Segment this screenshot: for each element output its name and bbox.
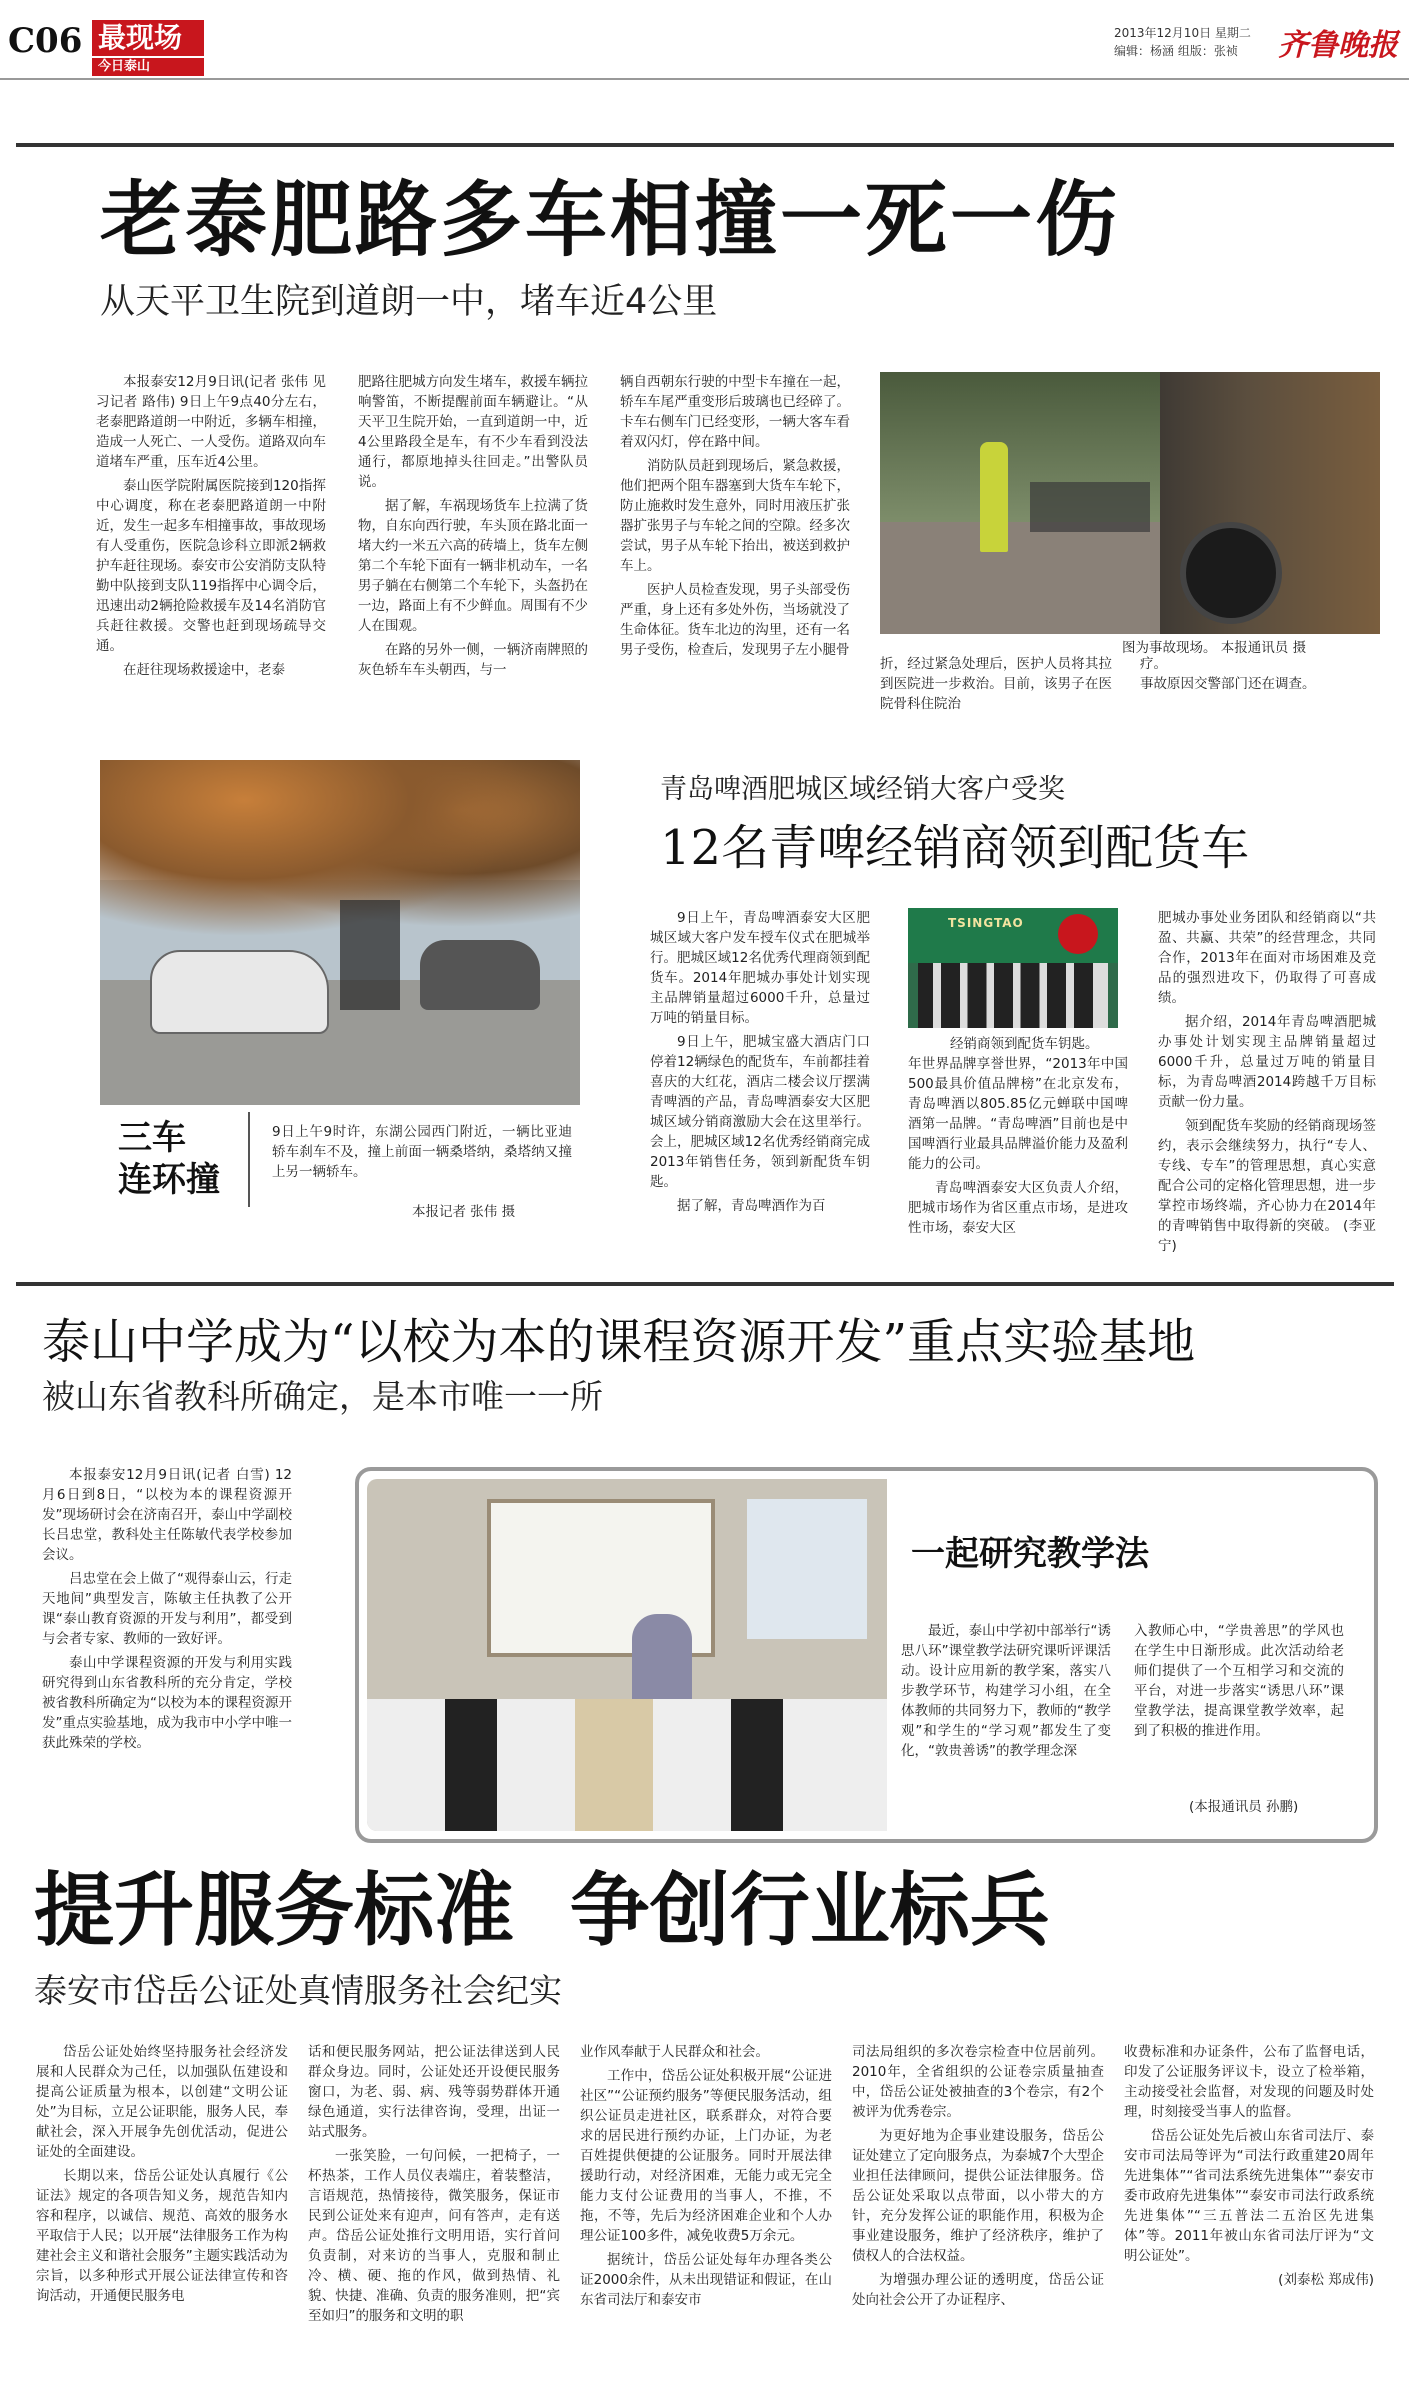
header-rule <box>0 78 1409 80</box>
paragraph: 岱岳公证处先后被山东省司法厅、泰安市司法局等评为“司法行政重建20周年先进集体”“省司法系统先进集体”“泰安市委市政府先进集体”“泰安市司法行政系统先进集体”“三五普法二五治区先进集体”等。2011年被山东省司法厅评为“文明公证处”。 <box>1124 2128 1374 2264</box>
page-code: C06 <box>8 20 88 62</box>
rescuer-figure <box>980 442 1008 552</box>
article4-col4 <box>852 2042 1104 2314</box>
article1-col1 <box>96 372 326 684</box>
top-rule <box>16 143 1394 147</box>
classroom-box <box>355 1467 1378 1843</box>
stage-banner: TSINGTAO <box>948 916 1024 930</box>
paragraph: 为增强办理公证的透明度，岱岳公证处向社会公开了办证程序、 <box>852 2272 1104 2308</box>
paragraph: 一张笑脸，一句问候，一把椅子，一杯热茶，工作人员仪表端庄，着装整洁，言语规范，热情接待，微笑服务，保证市民到公证处来有迎声，问有答声，走有送声。岱岳公证处推行文明用语，实行首问负责制，对来访的当事人，克服和制止冷、横、硬、拖的作风，做到热情、礼貌、快捷、准确、负责的服务准则，把“宾至如归”的服务和文明的职 <box>308 2148 560 2324</box>
article2-kicker: 青岛啤酒肥城区域经销大客户受奖 <box>660 774 1065 805</box>
accident-photo <box>880 372 1380 634</box>
paragraph: 司法局组织的多次卷宗检查中位居前列。2010年，全省组织的公证卷宗质量抽查中，岱岳公证处被抽查的3个卷宗，有2个被评为优秀卷宗。 <box>852 2044 1104 2120</box>
paragraph: 据了解，车祸现场货车上拉满了货物，自东向西行驶，车头顶在路北面一堵大约一米五六高的砖墙上，货车左侧第二个车轮下面有一辆非机动车，一名男子躺在右侧第二个车轮下，头盔扔在一边，路面上有不少鲜血。周围有不少人在围观。 <box>358 498 588 634</box>
article2-headline: 12名青啤经销商领到配货车 <box>660 820 1250 876</box>
article1-col4: 折，经过紧急处理后，医护人员将其拉到医院进一步救治。目前，该男子在医院骨科住院治 <box>880 656 1112 712</box>
box-title: 一起研究教学法 <box>911 1534 1149 1574</box>
paragraph: 收费标准和办证条件，公布了监督电话，印发了公证服务评议卡，设立了检举箱，主动接受社会监督，对发现的问题及时处理，时刻接受当事人的监督。 <box>1124 2044 1374 2120</box>
paragraph: 消防队员赶到现场后，紧急救援，他们把两个阻车器塞到大货车车轮下，防止施救时发生意外，同时用液压扩张器扩张男子与车轮之间的空隙。经多次尝试，男子从车轮下抬出，被送到救护车上。 <box>620 458 850 574</box>
paragraph: 业作风奉献于人民群众和社会。 <box>580 2044 769 2060</box>
paragraph: 为更好地为企事业建设服务，岱岳公证处建立了定向服务点，为泰城7个大型企业担任法律顾问，提供公证法律服务。岱岳公证处采取以点带面，以小带大的方针，充分发挥公证的职能作用，积极为企事业建设服务，维护了经济秩序，维护了债权人的合法权益。 <box>852 2128 1104 2264</box>
article4-col3 <box>580 2042 832 2314</box>
article1-subhead: 从天平卫生院到道朗一中，堵车近4公里 <box>100 282 718 322</box>
crash-credit: 本报记者 张伟 摄 <box>412 1204 516 1220</box>
section-title: 最现场 <box>98 21 183 54</box>
article4-headline: 提升服务标准 争创行业标兵 <box>34 1863 1050 1957</box>
box-col2: 入教师心中，“学贵善思”的学风也在学生中日渐形成。此次活动给老师们提供了一个互相学习和交流的平台，对进一步落实“诱思八环”课堂教学法，提高课堂教学效率，起到了积极的推进作用。 <box>1134 1623 1344 1739</box>
red-emblem <box>1058 914 1098 954</box>
classroom-photo <box>367 1479 887 1831</box>
crowd <box>1030 482 1150 532</box>
dark-car <box>420 940 540 1010</box>
crash-photo <box>100 760 580 1105</box>
editor-line: 编辑：杨涵 组版：张祯 <box>1114 44 1238 58</box>
article1-col3 <box>620 372 850 664</box>
paragraph: 据介绍，2014年青岛啤酒肥城办事处计划实现主品牌销量超过6000千升，总量过万吨的销量目标，为青岛啤酒2014跨越千万目标贡献一份力量。 <box>1158 1014 1376 1110</box>
paper-logo: 齐鲁晚报 <box>1278 28 1398 63</box>
paragraph: 泰山中学课程资源的开发与利用实践研究得到山东省教科所的充分肯定，学校被省教科所确定为“以校为本的课程资源开发”重点实验基地，成为我市中小学中唯一获此殊荣的学校。 <box>42 1655 292 1751</box>
article3-headline: 泰山中学成为“以校为本的课程资源开发”重点实验基地 <box>42 1314 1196 1370</box>
article4-subhead: 泰安市岱岳公证处真情服务社会纪实 <box>34 1971 562 2010</box>
truck-wheel <box>1180 522 1282 624</box>
box-credit: (本报通讯员 孙鹏) <box>1189 1799 1299 1815</box>
beer-photo <box>908 908 1118 1028</box>
crash-title-line1: 三车 <box>118 1118 186 1158</box>
article2-col2 <box>908 1054 1128 1242</box>
paragraph: 据了解，青岛啤酒作为百 <box>677 1198 826 1214</box>
crash-caption: 9日上午9时许，东湖公园西门附近，一辆比亚迪轿车刹车不及，撞上前面一辆桑塔纳，桑塔纳又撞上另一辆轿车。 <box>272 1124 572 1180</box>
row-of-people <box>918 963 1108 1028</box>
article4-col1 <box>36 2042 288 2310</box>
paragraph: 领到配货车奖励的经销商现场签约，表示会继续努力，执行“专人、专线、专车”的管理思想，真心实意配合公司的定格化管理思想，进一步掌控市场终端，齐心协力在2014年的青啤销售中取得新的突破。 (李亚宁) <box>1158 1118 1376 1254</box>
paragraph: 本报泰安12月9日讯(记者 张伟 见习记者 路伟) 9日上午9点40分左右，老泰肥路道朗一中附近，多辆车相撞，造成一人死亡、一人受伤。道路双向车道堵车严重，压车近4公里。 <box>96 374 326 470</box>
paragraph: 辆自西朝东行驶的中型卡车撞在一起，轿车车尾严重变形后玻璃也已经碎了。卡车右侧车门已经变形，一辆大客车看着双闪灯，停在路中间。 <box>620 374 850 450</box>
article3-subhead: 被山东省教科所确定，是本市唯一一所 <box>42 1377 603 1416</box>
article3-col1 <box>42 1465 292 1757</box>
paragraph: 医护人员检查发现，男子头部受伤严重，身上还有多处外伤，当场就没了生命体征。货车北边的沟里，还有一名男子受伤，检查后，发现男子左小腿骨 <box>620 582 850 658</box>
article1-col2 <box>358 372 588 684</box>
paragraph: 年世界品牌享誉世界，“2013年中国500最具价值品牌榜”在北京发布，青岛啤酒以805.85亿元蝉联中国啤酒第一品牌。“青岛啤酒”目前也是中国啤酒行业最具品牌溢价能力及盈利能力的公司。 <box>908 1056 1128 1172</box>
page-header <box>0 0 1409 80</box>
article1-headline: 老泰肥路多车相撞一死一伤 <box>100 172 1121 268</box>
paragraph: 本报泰安12月9日讯(记者 白雪) 12月6日到8日，“以校为本的课程资源开发”现场研讨会在济南召开，泰山中学副校长吕忠堂，教科处主任陈敏代表学校参加会议。 <box>42 1467 292 1563</box>
paragraph: 长期以来，岱岳公证处认真履行《公证法》规定的各项告知义务，规范告知内容和程序，以诚信、规范、高效的服务水平取信于人民；以开展“法律服务工作为构建社会主义和谐社会服务”主题实践活动为宗旨，以多种形式开展公证法律宣传和咨询活动，开通便民服务电 <box>36 2168 288 2304</box>
article4-col5 <box>1124 2042 1374 2294</box>
students <box>367 1699 887 1831</box>
white-car <box>150 950 329 1034</box>
paragraph: 泰山医学院附属医院接到120指挥中心调度，称在老泰肥路道朗一中附近，发生一起多车相撞事故，事故现场有人受重伤，医院急诊科立即派2辆救护车赶往现场。泰安市公安消防支队特勤中队接到支队119指挥中心调令后，迅速出动2辆抢险救援车及14名消防官兵赶往救援。交警也赶到现场疏导交通。 <box>96 478 326 654</box>
beer-photo-caption: 经销商领到配货车钥匙。 <box>950 1036 1099 1052</box>
paragraph: 吕忠堂在会上做了“观得泰山云，行走天地间”典型发言，陈敏主任执教了公开课“泰山教育资源的开发与利用”，都受到与会者专家、教师的一致好评。 <box>42 1571 292 1647</box>
article2-col1 <box>650 908 870 1220</box>
subsection-title: 今日泰山 <box>98 59 151 74</box>
box-col1: 最近，泰山中学初中部举行“诱思八环”课堂教学法研究课听评课活动。设计应用新的教学案，落实八步教学环节，构建学习小组，在全体教师的共同努力下，教师的“教学观”和学生的“学习观”都发生了变化，“敦贵善诱”的教学理念深 <box>901 1623 1111 1759</box>
people <box>340 900 400 1010</box>
article2-col3 <box>1158 908 1376 1260</box>
paragraph: 9日上午，肥城宝盛大酒店门口停着12辆绿色的配货车，车前都挂着喜庆的大红花，酒店二楼会议厅摆满青啤酒的产品，青岛啤酒泰安大区肥城区域分销商激励大会在这里举行。会上，肥城区域12名优秀经销商完成2013年销售任务，领到新配货车钥匙。 <box>650 1034 870 1190</box>
date-line: 2013年12月10日 星期二 <box>1114 26 1251 40</box>
paragraph: 岱岳公证处始终坚持服务社会经济发展和人民群众为己任，以加强队伍建设和提高公证质量为根本，以创建“文明公证处”为目标，立足公证职能，服务人民，奉献社会，深入开展争先创优活动，促进公证处的全面建设。 <box>36 2044 288 2160</box>
article1-photo-caption: 图为事故现场。 本报通讯员 摄 <box>1122 640 1307 656</box>
crash-title-line2: 连环撞 <box>118 1160 220 1200</box>
screen <box>747 1499 867 1639</box>
paragraph: 工作中，岱岳公证处积极开展“公证进社区”“公证预约服务”等便民服务活动，组织公证员走进社区，联系群众，对符合要求的居民进行预约办证，上门办证，为老百姓提供便捷的公证服务。同时开展法律援助行动，对经济困难，无能力或无完全能力支付公证费用的当事人，不推，不拖，不等，先后为经济困难企业和个人办理公证100多件，减免收费5万余元。 <box>580 2068 832 2244</box>
paragraph: 在赶往现场救援途中，老泰 <box>123 662 285 678</box>
paragraph: 青岛啤酒泰安大区负责人介绍，肥城市场作为省区重点市场，是进攻性市场，泰安大区 <box>908 1180 1128 1236</box>
paragraph: 据统计，岱岳公证处每年办理各类公证2000余件，从未出现错证和假证，在山东省司法厅和泰安市 <box>580 2252 832 2308</box>
paragraph: 肥路往肥城方向发生堵车，救援车辆拉响警笛，不断提醒前面车辆避让。“从天平卫生院开始，一直到道朗一中，近4公里路段全是车，有不少车看到没法通行，都原地掉头往回走。”出警队员说。 <box>358 374 588 490</box>
paragraph: 9日上午，青岛啤酒泰安大区肥城区域大客户发车授车仪式在肥城举行。肥城区域12名优秀代理商领到配货车。2014年肥城办事处计划实现主品牌销量超过6000千升，总量过万吨的销量目标。 <box>650 910 870 1026</box>
section-rule <box>16 1282 1394 1286</box>
article4-col2 <box>308 2042 560 2330</box>
article1-col5: 疗。 事故原因交警部门还在调查。 <box>1140 656 1316 692</box>
paragraph: 在路的另外一侧，一辆济南牌照的灰色轿车车头朝西，与一 <box>358 642 588 678</box>
paragraph: 话和便民服务网站，把公证法律送到人民群众身边。同时，公证处还开设便民服务窗口，为老、弱、病、残等弱势群体开通绿色通道，实行法律咨询，受理，出证一站式服务。 <box>308 2044 560 2140</box>
crash-divider <box>248 1112 250 1207</box>
byline: (刘泰松 郑成伟) <box>1278 2272 1374 2288</box>
paragraph: 肥城办事处业务团队和经销商以“共盈、共赢、共荣”的经营理念，共同合作，2013年在面对市场困难及竞品的强烈进攻下，仍取得了可喜成绩。 <box>1158 910 1376 1006</box>
